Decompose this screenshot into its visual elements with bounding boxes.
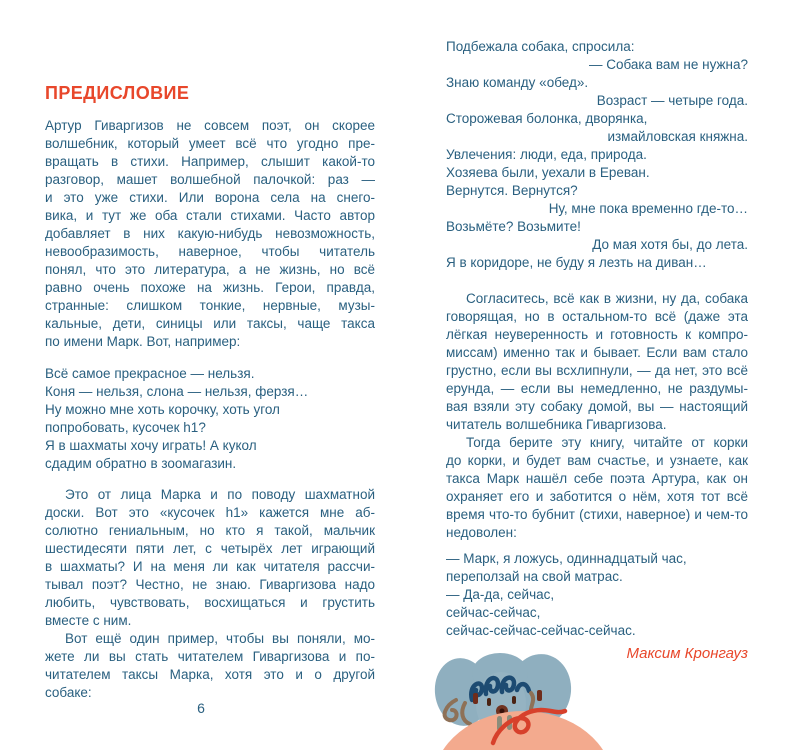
right-column-text (446, 38, 748, 640)
text-line: по имени Марк. Вот, например: (45, 334, 241, 349)
text-line: ерунда, — если вы немедленно, не раздумы- (446, 381, 748, 396)
text-line: время что-то бубнит (стихи, наверное) и чем-то (446, 507, 748, 522)
text-line: странные: слишком тонкие, нервные, музы- (45, 298, 375, 313)
text-line: жете ли вы стать читателем Гиваргизова и по- (45, 649, 375, 664)
preface-heading: ПРЕДИСЛОВИЕ (45, 83, 190, 103)
text-line: вращать в стихи. Например, слышит какой-то (45, 154, 375, 169)
text-line: до корки, и будет вам счастье, и узнаете, как (446, 453, 748, 468)
text-line: Артур Гиваргизов не совсем поэт, он скорее (45, 118, 375, 133)
dog-left-ear-mark (473, 693, 478, 704)
text-line: говорящая, но в остальном-то всё (даже эта (446, 309, 748, 324)
text-line: — Собака вам не нужна? (588, 57, 748, 72)
text-line: недоволен: (446, 525, 517, 540)
text-line: измайловская княжна. (607, 129, 748, 144)
text-line: невообразимость, наверное, чтобы читатель (45, 244, 375, 259)
paragraph-block (45, 117, 375, 351)
text-line: шестидесяти пяти лет, с четырёх лет играющий (45, 541, 375, 556)
text-line: Коня — нельзя, слона — нельзя, ферзя… (45, 384, 309, 399)
paragraph-block (45, 630, 375, 702)
text-line: охраняет его и заботится о нём, хотя тот всё (446, 489, 748, 504)
text-line: добавляет в них какую-нибудь невозможность, (45, 226, 375, 241)
text-line: читатель волшебника Гиваргизова. (446, 417, 667, 432)
text-line: собаке: (45, 685, 92, 700)
text-line: Возьмёте? Возьмите! (446, 219, 581, 234)
text-line: Я в шахматы хочу играть! А кукол (45, 438, 257, 453)
text-line: миссам) именно так и бывает. Если вам стало (446, 345, 748, 360)
text-line: Всё самое прекрасное — нельзя. (45, 366, 255, 381)
text-line: вая взяли эту собаку домой, вы — настоящий (446, 399, 748, 414)
text-line: грустно, если вы всхлипнули, — да нет, это всё (446, 363, 748, 378)
text-line: солютно гениальным, но кто я такой, мальчик (45, 523, 375, 538)
text-line: попробовать, кусочек h1? (45, 420, 206, 435)
text-line: сейчас-сейчас, (446, 605, 541, 620)
text-line: Тогда берите эту книгу, читайте от корки (466, 435, 748, 450)
left-column (45, 84, 375, 702)
text-line: и это уже стихи. Или ворона села на снего- (45, 190, 375, 205)
paragraph-block (446, 434, 748, 542)
verse-block (45, 365, 375, 473)
text-line: Согласитесь, всё как в жизни, ну да, собака (466, 291, 748, 306)
text-line: — Марк, я ложусь, одиннадцатый час, (446, 551, 687, 566)
text-line: Вот ещё один пример, чтобы вы поняли, мо- (65, 631, 375, 646)
text-line: в шахматы? И на меня ли как читателя рассчи- (45, 559, 375, 574)
text-line: вика, и тут же оба стали стихами. Часто автор (45, 208, 375, 223)
text-line: такса Марк нашёл себе поэта Артура, как он (446, 471, 748, 486)
text-line: любить, чувствовать, восхищаться и грустить (45, 595, 375, 610)
verse-block (446, 550, 748, 640)
text-line: переползай на свой матрас. (446, 569, 623, 584)
dog-illustration (425, 648, 605, 750)
text-line: вместе с ним. (45, 613, 132, 628)
text-line: Подбежала собака, спросила: (446, 39, 635, 54)
text-line: лёгкая неуверенность и готовность к компро- (446, 327, 748, 342)
text-line: — Да-да, сейчас, (446, 587, 555, 602)
text-line: тывал поэт? Честно, не знаю. Гиваргизова надо (45, 577, 375, 592)
dog-left-eye (487, 698, 491, 706)
text-line: Хозяева были, уехали в Ереван. (446, 165, 650, 180)
text-line: Вернутся. Вернутся? (446, 183, 578, 198)
text-line: Ну, мне пока временно где-то… (548, 201, 748, 216)
text-line: равно очень похоже на жизнь. Герои, правда, (45, 280, 375, 295)
text-line: читателем таксы Марка, хотя это и о другой (45, 667, 375, 682)
page-number: 6 (197, 700, 205, 716)
paragraph-block (446, 290, 748, 434)
text-line: сдадим обратно в зоомагазин. (45, 456, 237, 471)
text-line: доски. Вот это «кусочек h1» кажется мне аб- (45, 505, 375, 520)
text-line: Я в коридоре, не буду я лезть на диван… (446, 255, 707, 270)
text-line: разговор, машет волшебной палочкой: раз — (45, 172, 375, 187)
text-line: волшебник, который умеет всё что угодно пре- (45, 136, 375, 151)
text-line: Сторожевая болонка, дворянка, (446, 111, 648, 126)
paragraph-block (45, 486, 375, 630)
author-signature: Максим Кронгауз (626, 645, 748, 662)
text-line: сейчас-сейчас-сейчас-сейчас. (446, 623, 636, 638)
dog-right-ear-mark (537, 690, 542, 701)
right-column (446, 38, 748, 663)
text-line: Увлечения: люди, еда, природа. (446, 147, 647, 162)
text-line: Это от лица Марка и по поводу шахматной (65, 487, 375, 502)
dog-right-eye (512, 696, 516, 704)
verse-block (446, 38, 748, 272)
text-line: Ну можно мне хоть корочку, хоть угол (45, 402, 280, 417)
text-line: понял, что это литература, а не жизнь, но всё (45, 262, 375, 277)
left-column-text (45, 117, 375, 702)
text-line: Знаю команду «обед». (446, 75, 589, 90)
text-line: До мая хотя бы, до лета. (592, 237, 748, 252)
text-line: Возраст — четыре года. (596, 93, 748, 108)
text-line: кальные, дети, синицы или таксы, чаще такса (45, 316, 375, 331)
